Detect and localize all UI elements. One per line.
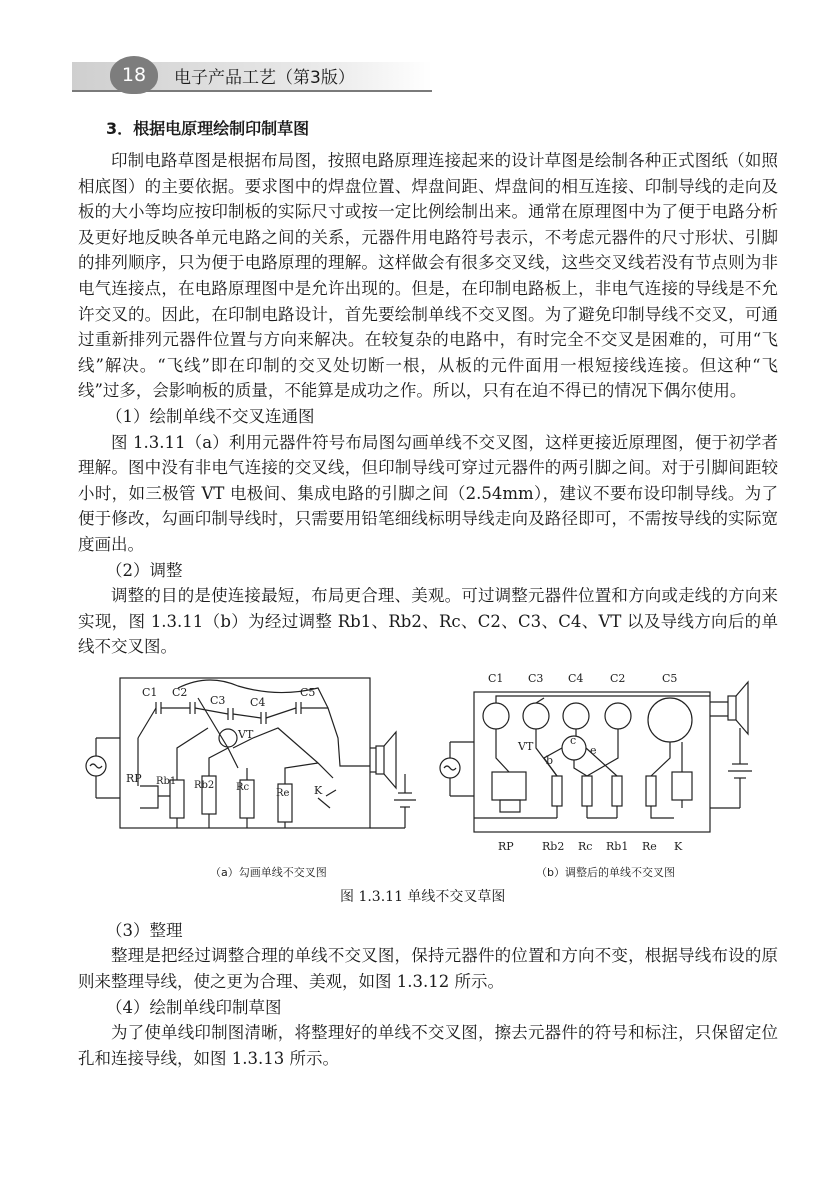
figure-b-rc [582,776,592,806]
step1-title: （1）绘制单线不交叉连通图 [106,406,315,426]
figure-a-label-c3: C3 [210,693,226,707]
figure-b-c3 [523,703,549,729]
page-content [78,118,778,1071]
figure-b-diagram [434,668,778,858]
figure-a-label-c5: C5 [300,685,316,699]
figure-a-caption: （a）勾画单线不交叉图 [210,865,327,879]
figure-b-board [474,692,710,832]
figure-b-label-bottom-5: K [674,839,683,853]
figure-b-k [672,772,692,800]
figure-a-label-re: Re [276,787,290,799]
step3-title: （3）整理 [106,920,183,940]
figure-a-label-rb2: Rb2 [194,779,215,791]
figure-b-speaker [728,696,736,720]
figure-b-label-top-1: C3 [528,671,544,685]
figure-b-label-bottom-3: Rb1 [606,839,629,853]
figure-b-label-top-4: C5 [662,671,678,685]
figure-a-label-vt: VT [238,727,254,741]
figure-b-rb2 [552,776,562,806]
figure-b-c2 [605,703,631,729]
figure-b-caption: （b）调整后的单线不交叉图 [536,865,675,879]
figure-a-label-rb1: Rb1 [156,775,177,787]
figure-b-label-top-2: C4 [568,671,584,685]
intro-paragraph: 印制电路草图是根据布局图，按照电路原理连接起来的设计草图是绘制各种正式图纸（如照相底图）的主要依据。要求图中的焊盘位置、焊盘间距、焊盘间的相互连接、印制导线的走向及板的大小等均应按印制板的实际尺寸或按一定比例绘制出来。通常在原理图中为了便于电路分析及更好地反映各单元电路之间的关系，元器件用电路符号表示，不考虑元器件的尺寸形状、引脚的排列顺序，只为便于电路原理的理解。这样做会有很多交叉线，这些交叉线若没有节点则为非电气连接点，在电路原理图中是允许出现的。但是，在印制电路板上，非电气连接的导线是不允许交叉的。因此，在印制电路设计，首先要绘制单线不交叉图。为了避免印制导线不交叉，可通过重新排列元器件位置与方向来解决。在较复杂的电路中，有时完全不交叉是困难的，可用“飞线”解决。“飞线”即在印制的交叉处切断一根，从板的元件面用一根短接线连接。但这种“飞线”过多，会影响板的质量，不能算是成功之作。所以，只有在迫不得已的情况下偶尔使用。 [78,151,778,401]
figure-a-label-c4: C4 [250,695,266,709]
figure-title: 图 1.3.11 单线不交叉草图 [340,888,506,905]
figure-a-label-c1: C1 [142,685,158,699]
figure-a-label-c2: C2 [172,685,188,699]
figure-b-rb1 [612,776,622,806]
book-title: 电子产品工艺（第3版） [174,68,355,88]
figure-a-label-k: K [314,783,323,797]
figure-a-speaker [376,746,384,774]
step3-paragraph: 整理是把经过调整合理的单线不交叉图，保持元器件的位置和方向不变，根据导线布设的原则来整理导线，使之更为合理、美观，如图 1.3.12 所示。 [78,946,778,992]
step4-title: （4）绘制单线印制草图 [106,997,282,1017]
figure-b-c1 [483,703,509,729]
step1-paragraph: 图 1.3.11（a）利用元器件符号布局图勾画单线不交叉图，这样更接近原理图，便于初学者理解。图中没有非电气连接的交叉线，但印制导线可穿过元器件的两引脚之间。对于引脚间距较小时，如三极管 VT 电极间、集成电路的引脚之间（2.54mm），建议不要布设印制导线。为了便于修改，勾画印制导线时，只需要用铅笔细线标明导线走向及路径即可，不需按导线的实际宽度画出。 [78,432,778,554]
figure-a-rp [140,786,158,808]
figure-b-label-top-0: C1 [488,671,504,685]
step2-paragraph: 调整的目的是使连接最短，布局更合理、美观。可过调整元器件位置和方向或走线的方向来实现，图 1.3.11（b）为经过调整 Rb1、Rb2、Rc、C2、C3、C4、VT 以及导线方向后的单线不交叉图。 [78,586,778,657]
figure-b-label-vt: VT [518,739,534,753]
figure-a-diagram [78,668,418,858]
figure-b-rp [492,772,526,800]
figure-b-label-c: c [570,733,577,747]
figure-b-label-bottom-0: RP [498,839,514,853]
figure-b-label-bottom-2: Rc [578,839,593,853]
figure-a-label-rp: RP [126,771,142,785]
figure-b-label-top-3: C2 [610,671,626,685]
figure-b-label-b: b [546,753,554,767]
figure-b-label-bottom-4: Re [642,839,657,853]
figure-b-re [646,776,656,806]
figure-a-label-rc: Rc [236,781,250,793]
figure-1-3-11 [78,668,778,918]
section-title: 3．根据电原理绘制印制草图 [106,119,310,138]
step2-title: （2）调整 [106,560,183,580]
page-number: 18 [110,56,158,94]
figure-b-label-e: e [590,743,597,757]
step4-paragraph: 为了使单线印制图清晰，将整理好的单线不交叉图，擦去元器件的符号和标注，只保留定位孔和连接导线，如图 1.3.13 所示。 [78,1023,778,1068]
figure-b-label-bottom-1: Rb2 [542,839,565,853]
figure-b-c4 [563,703,589,729]
figure-b-c5 [648,698,692,742]
